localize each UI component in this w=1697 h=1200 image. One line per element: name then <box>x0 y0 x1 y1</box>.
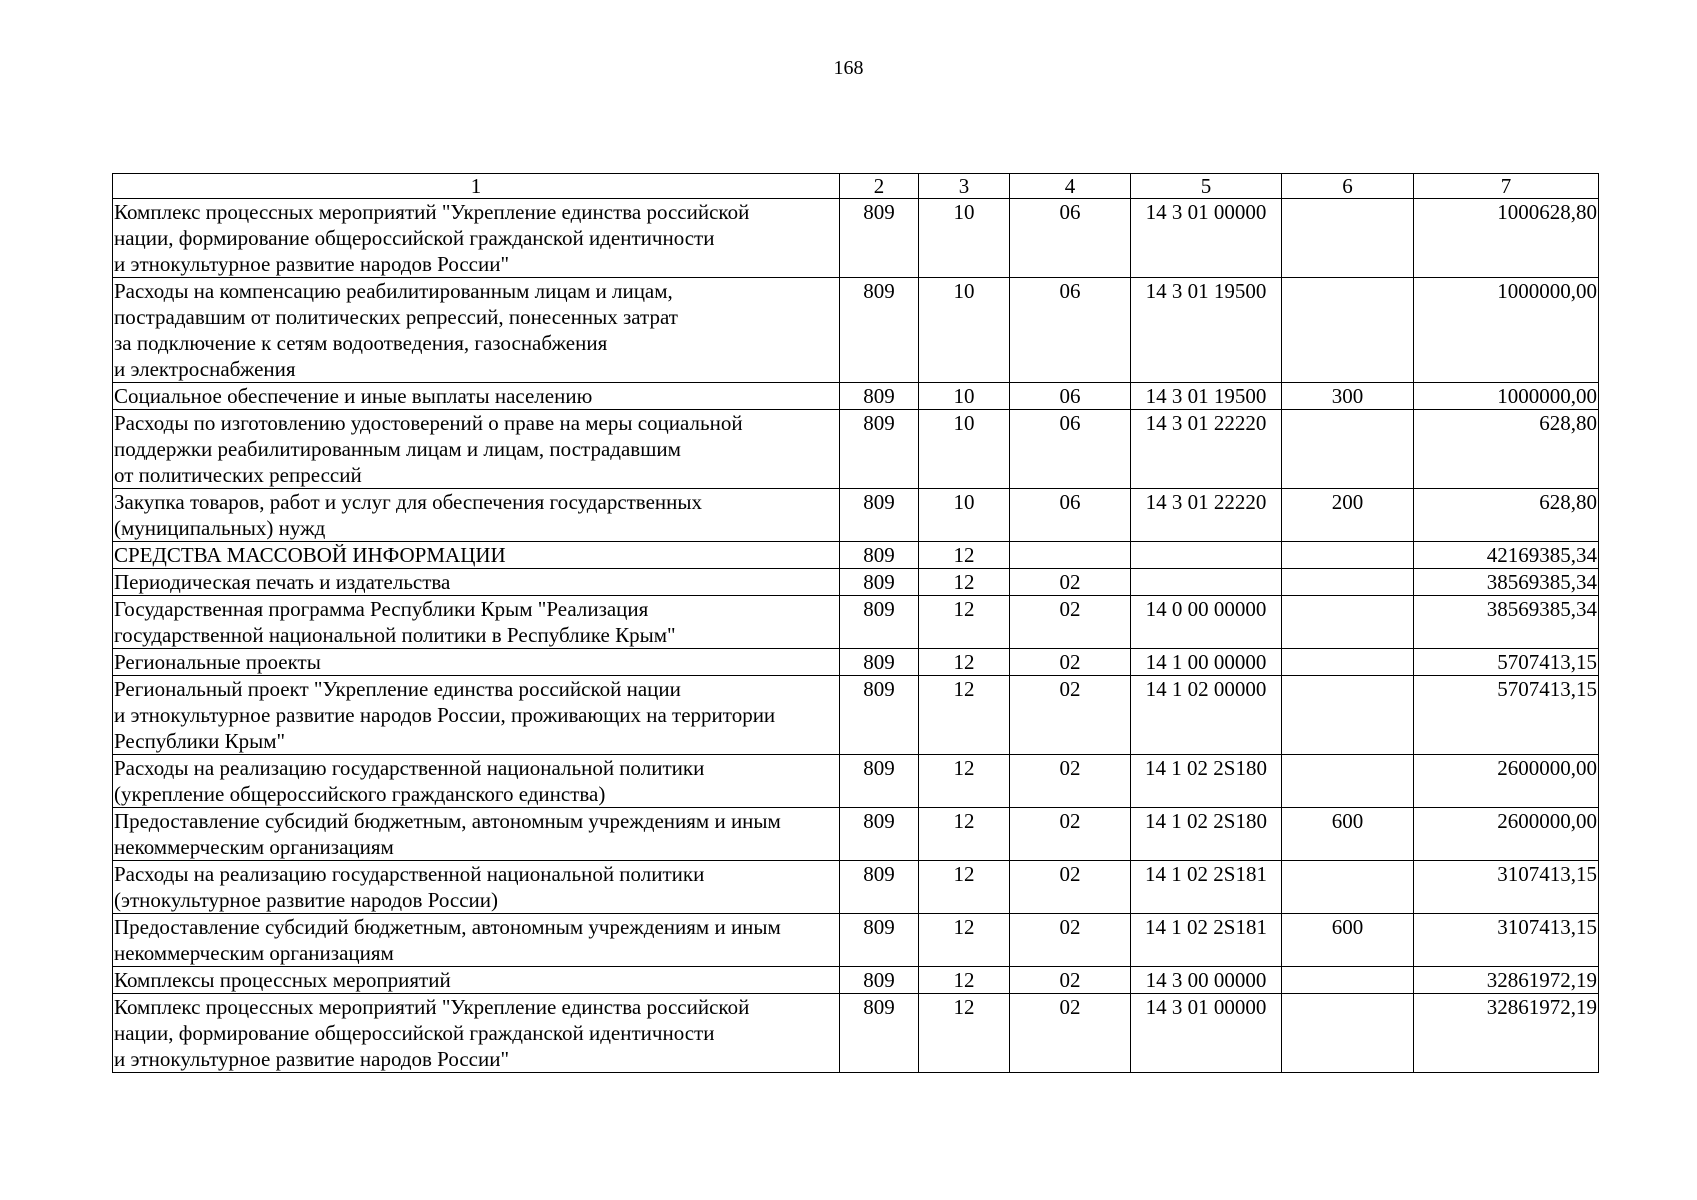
row-name-line: государственной национальной политики в Республике Крым" <box>114 623 676 647</box>
section-code-cell: 12 <box>919 569 1010 596</box>
expense-type-cell: 300 <box>1282 383 1414 410</box>
subsection-code-cell: 06 <box>1010 410 1131 489</box>
target-article-cell: 14 1 02 2S180 <box>1131 755 1282 808</box>
target-article-cell: 14 3 01 22220 <box>1131 410 1282 489</box>
subsection-code-cell: 02 <box>1010 676 1131 755</box>
amount-cell: 32861972,19 <box>1414 967 1599 994</box>
amount-cell: 628,80 <box>1414 410 1599 489</box>
column-header: 1 <box>113 174 840 199</box>
target-article-cell: 14 3 01 19500 <box>1131 278 1282 383</box>
row-name-line: (укрепление общероссийского гражданского единства) <box>114 782 606 806</box>
row-name-line: пострадавшим от политических репрессий, понесенных затрат <box>114 305 678 329</box>
row-name-line: Расходы на реализацию государственной национальной политики <box>114 862 705 886</box>
row-name-line: СРЕДСТВА МАССОВОЙ ИНФОРМАЦИИ <box>114 543 506 567</box>
row-name-line: Предоставление субсидий бюджетным, автономным учреждениям и иным <box>114 915 781 939</box>
subsection-code-cell: 06 <box>1010 489 1131 542</box>
column-header: 2 <box>840 174 919 199</box>
expense-type-cell: 600 <box>1282 914 1414 967</box>
section-code-cell: 12 <box>919 808 1010 861</box>
expense-type-cell <box>1282 199 1414 278</box>
row-name-cell <box>113 808 840 861</box>
target-article-cell: 14 3 01 00000 <box>1131 199 1282 278</box>
table-row <box>113 542 1599 569</box>
ministry-code-cell: 809 <box>840 967 919 994</box>
subsection-code-cell: 06 <box>1010 278 1131 383</box>
amount-cell: 5707413,15 <box>1414 676 1599 755</box>
subsection-code-cell: 02 <box>1010 596 1131 649</box>
section-code-cell: 10 <box>919 383 1010 410</box>
ministry-code-cell: 809 <box>840 410 919 489</box>
amount-cell: 1000000,00 <box>1414 383 1599 410</box>
row-name-cell <box>113 569 840 596</box>
ministry-code-cell: 809 <box>840 383 919 410</box>
ministry-code-cell: 809 <box>840 596 919 649</box>
row-name-cell <box>113 914 840 967</box>
expense-type-cell <box>1282 649 1414 676</box>
target-article-cell: 14 1 00 00000 <box>1131 649 1282 676</box>
section-code-cell: 10 <box>919 410 1010 489</box>
section-code-cell: 12 <box>919 861 1010 914</box>
row-name-line: и электроснабжения <box>114 357 296 381</box>
row-name-line: нации, формирование общероссийской гражданской идентичности <box>114 226 715 250</box>
target-article-cell: 14 0 00 00000 <box>1131 596 1282 649</box>
row-name-line: Региональный проект "Укрепление единства российской нации <box>114 677 681 701</box>
page-number: 168 <box>833 57 864 79</box>
expense-type-cell: 600 <box>1282 808 1414 861</box>
amount-cell: 1000628,80 <box>1414 199 1599 278</box>
amount-cell: 38569385,34 <box>1414 569 1599 596</box>
target-article-cell: 14 1 02 00000 <box>1131 676 1282 755</box>
amount-cell: 3107413,15 <box>1414 861 1599 914</box>
row-name-cell <box>113 649 840 676</box>
ministry-code-cell: 809 <box>840 489 919 542</box>
row-name-line: некоммерческим организациям <box>114 835 394 859</box>
expense-type-cell <box>1282 569 1414 596</box>
subsection-code-cell: 02 <box>1010 967 1131 994</box>
expense-type-cell: 200 <box>1282 489 1414 542</box>
target-article-cell: 14 3 00 00000 <box>1131 967 1282 994</box>
ministry-code-cell: 809 <box>840 861 919 914</box>
budget-table <box>112 173 1599 1073</box>
table-row <box>113 861 1599 914</box>
row-name-cell <box>113 755 840 808</box>
subsection-code-cell: 02 <box>1010 808 1131 861</box>
section-code-cell: 12 <box>919 967 1010 994</box>
table-row <box>113 755 1599 808</box>
table-row <box>113 199 1599 278</box>
row-name-line: и этнокультурное развитие народов России" <box>114 252 510 276</box>
target-article-cell: 14 3 01 19500 <box>1131 383 1282 410</box>
expense-type-cell <box>1282 278 1414 383</box>
row-name-line: поддержки реабилитированным лицам и лицам, пострадавшим <box>114 437 681 461</box>
row-name-line: Расходы по изготовлению удостоверений о праве на меры социальной <box>114 411 743 435</box>
row-name-cell <box>113 596 840 649</box>
section-code-cell: 10 <box>919 278 1010 383</box>
expense-type-cell <box>1282 861 1414 914</box>
expense-type-cell <box>1282 596 1414 649</box>
section-code-cell: 10 <box>919 489 1010 542</box>
row-name-line: и этнокультурное развитие народов России, проживающих на территории <box>114 703 776 727</box>
row-name-cell <box>113 383 840 410</box>
column-header: 3 <box>919 174 1010 199</box>
subsection-code-cell: 02 <box>1010 569 1131 596</box>
ministry-code-cell: 809 <box>840 808 919 861</box>
target-article-cell: 14 1 02 2S181 <box>1131 861 1282 914</box>
row-name-line: (муниципальных) нужд <box>114 516 326 540</box>
amount-cell: 3107413,15 <box>1414 914 1599 967</box>
amount-cell: 1000000,00 <box>1414 278 1599 383</box>
section-code-cell: 12 <box>919 994 1010 1073</box>
column-header: 6 <box>1282 174 1414 199</box>
row-name-cell <box>113 410 840 489</box>
target-article-cell: 14 3 01 00000 <box>1131 994 1282 1073</box>
section-code-cell: 12 <box>919 649 1010 676</box>
ministry-code-cell: 809 <box>840 542 919 569</box>
expense-type-cell <box>1282 755 1414 808</box>
ministry-code-cell: 809 <box>840 676 919 755</box>
table-row <box>113 383 1599 410</box>
table-row <box>113 994 1599 1073</box>
row-name-line: и этнокультурное развитие народов России" <box>114 1047 510 1071</box>
row-name-cell <box>113 967 840 994</box>
subsection-code-cell: 06 <box>1010 199 1131 278</box>
column-header: 4 <box>1010 174 1131 199</box>
section-code-cell: 12 <box>919 676 1010 755</box>
amount-cell: 38569385,34 <box>1414 596 1599 649</box>
amount-cell: 5707413,15 <box>1414 649 1599 676</box>
row-name-line: Предоставление субсидий бюджетным, автономным учреждениям и иным <box>114 809 781 833</box>
row-name-line: Государственная программа Республики Крым "Реализация <box>114 597 649 621</box>
subsection-code-cell: 06 <box>1010 383 1131 410</box>
row-name-line: некоммерческим организациям <box>114 941 394 965</box>
table-row <box>113 489 1599 542</box>
ministry-code-cell: 809 <box>840 914 919 967</box>
row-name-line: от политических репрессий <box>114 463 362 487</box>
target-article-cell <box>1131 542 1282 569</box>
section-code-cell: 12 <box>919 596 1010 649</box>
row-name-cell <box>113 199 840 278</box>
amount-cell: 32861972,19 <box>1414 994 1599 1073</box>
expense-type-cell <box>1282 967 1414 994</box>
row-name-cell <box>113 861 840 914</box>
ministry-code-cell: 809 <box>840 569 919 596</box>
row-name-cell <box>113 676 840 755</box>
column-header: 7 <box>1414 174 1599 199</box>
row-name-line: Республики Крым" <box>114 729 286 753</box>
subsection-code-cell: 02 <box>1010 861 1131 914</box>
table-row <box>113 808 1599 861</box>
row-name-line: Периодическая печать и издательства <box>114 570 451 594</box>
table-body <box>113 199 1599 1073</box>
amount-cell: 2600000,00 <box>1414 808 1599 861</box>
header-row <box>113 174 1599 199</box>
row-name-line: (этнокультурное развитие народов России) <box>114 888 498 912</box>
table-row <box>113 278 1599 383</box>
row-name-line: Комплекс процессных мероприятий "Укрепление единства российской <box>114 995 750 1019</box>
row-name-cell <box>113 278 840 383</box>
table-row <box>113 914 1599 967</box>
row-name-line: Расходы на компенсацию реабилитированным лицам и лицам, <box>114 279 673 303</box>
target-article-cell: 14 3 01 22220 <box>1131 489 1282 542</box>
table-row <box>113 676 1599 755</box>
subsection-code-cell: 02 <box>1010 914 1131 967</box>
row-name-line: за подключение к сетям водоотведения, газоснабжения <box>114 331 608 355</box>
section-code-cell: 12 <box>919 542 1010 569</box>
row-name-line: Социальное обеспечение и иные выплаты населению <box>114 384 593 408</box>
row-name-cell <box>113 489 840 542</box>
amount-cell: 628,80 <box>1414 489 1599 542</box>
row-name-cell <box>113 994 840 1073</box>
subsection-code-cell: 02 <box>1010 649 1131 676</box>
target-article-cell: 14 1 02 2S181 <box>1131 914 1282 967</box>
target-article-cell: 14 1 02 2S180 <box>1131 808 1282 861</box>
amount-cell: 42169385,34 <box>1414 542 1599 569</box>
row-name-line: Расходы на реализацию государственной национальной политики <box>114 756 705 780</box>
expense-type-cell <box>1282 410 1414 489</box>
expense-type-cell <box>1282 994 1414 1073</box>
ministry-code-cell: 809 <box>840 199 919 278</box>
target-article-cell <box>1131 569 1282 596</box>
subsection-code-cell: 02 <box>1010 994 1131 1073</box>
row-name-line: Региональные проекты <box>114 650 321 674</box>
table-row <box>113 649 1599 676</box>
table-row <box>113 967 1599 994</box>
ministry-code-cell: 809 <box>840 649 919 676</box>
table-row <box>113 569 1599 596</box>
expense-type-cell <box>1282 542 1414 569</box>
row-name-cell <box>113 542 840 569</box>
subsection-code-cell: 02 <box>1010 755 1131 808</box>
table-row <box>113 410 1599 489</box>
row-name-line: Комплексы процессных мероприятий <box>114 968 451 992</box>
section-code-cell: 12 <box>919 914 1010 967</box>
row-name-line: Комплекс процессных мероприятий "Укрепление единства российской <box>114 200 750 224</box>
subsection-code-cell <box>1010 542 1131 569</box>
expense-type-cell <box>1282 676 1414 755</box>
section-code-cell: 10 <box>919 199 1010 278</box>
row-name-line: Закупка товаров, работ и услуг для обеспечения государственных <box>114 490 703 514</box>
column-header: 5 <box>1131 174 1282 199</box>
ministry-code-cell: 809 <box>840 755 919 808</box>
ministry-code-cell: 809 <box>840 278 919 383</box>
ministry-code-cell: 809 <box>840 994 919 1073</box>
row-name-line: нации, формирование общероссийской гражданской идентичности <box>114 1021 715 1045</box>
section-code-cell: 12 <box>919 755 1010 808</box>
amount-cell: 2600000,00 <box>1414 755 1599 808</box>
table-row <box>113 596 1599 649</box>
